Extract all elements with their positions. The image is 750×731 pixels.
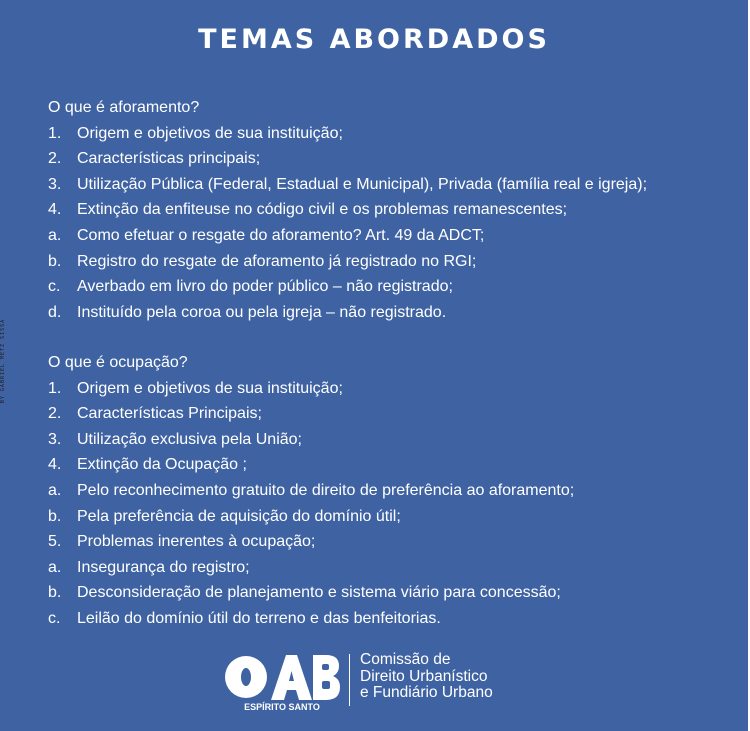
section-heading: O que é ocupação? bbox=[48, 354, 188, 371]
list-marker: 5. bbox=[48, 533, 62, 551]
list-item-text: Pelo reconhecimento gratuito de direito de preferência ao aforamento; bbox=[77, 481, 575, 499]
list-item-text: Averbado em livro do poder público – não registrado; bbox=[77, 278, 453, 296]
section-heading: O que é aforamento? bbox=[48, 99, 200, 116]
list-item bbox=[48, 606, 574, 632]
commission-line: Comissão de bbox=[360, 651, 451, 668]
list-item-text: Utilização Pública (Federal, Estadual e Municipal), Privada (família real e igreja); bbox=[77, 175, 648, 193]
commission-name bbox=[360, 652, 493, 702]
list-marker: d. bbox=[48, 303, 62, 321]
list-item bbox=[48, 197, 647, 223]
list-item-text: Utilização exclusiva pela União; bbox=[77, 430, 302, 448]
list-item-text: Insegurança do registro; bbox=[77, 558, 250, 576]
section-aforamento bbox=[48, 95, 647, 325]
list-marker: a. bbox=[48, 481, 62, 499]
list-item-text: Extinção da enfiteuse no código civil e os problemas remanescentes; bbox=[77, 201, 568, 219]
oab-commission-logo bbox=[225, 652, 535, 720]
list-item-text: Desconsideração de planejamento e sistema viário para concessão; bbox=[77, 584, 561, 602]
list-marker: 4. bbox=[48, 456, 62, 474]
list-marker: 3. bbox=[48, 175, 62, 193]
commission-line: Direito Urbanístico bbox=[360, 667, 488, 685]
list-item-text: Instituído pela coroa ou pela igreja – não registrado. bbox=[77, 303, 447, 321]
author-credit: BY GABRIEL METZ SISSA bbox=[0, 318, 6, 404]
list-item-text: Origem e objetivos de sua instituição; bbox=[77, 379, 343, 397]
list-item bbox=[48, 249, 647, 275]
list-item bbox=[48, 427, 574, 453]
list-item bbox=[48, 172, 647, 198]
list-item-text: Pela preferência de aquisição do domínio útil; bbox=[77, 507, 401, 525]
list-marker: c. bbox=[48, 609, 61, 627]
list-item bbox=[48, 529, 574, 555]
list-marker: a. bbox=[48, 226, 62, 244]
list-item bbox=[48, 478, 574, 504]
list-marker: b. bbox=[48, 584, 62, 602]
list-item bbox=[48, 401, 574, 427]
list-item-text: Características principais; bbox=[77, 150, 261, 168]
list-item bbox=[48, 376, 574, 402]
list-item-text: Como efetuar o resgate do aforamento? Art. 49 da ADCT; bbox=[77, 226, 485, 244]
logo-divider bbox=[349, 654, 350, 706]
list-item bbox=[48, 274, 647, 300]
list-item-text: Origem e objetivos de sua instituição; bbox=[77, 124, 343, 142]
page-title: TEMAS ABORDADOS bbox=[198, 24, 550, 55]
list-item bbox=[48, 223, 647, 249]
list-item bbox=[48, 300, 647, 326]
list-item-text: Características Principais; bbox=[77, 405, 262, 423]
list-item-text: Problemas inerentes à ocupação; bbox=[77, 533, 316, 551]
list-item bbox=[48, 452, 574, 478]
list-item-text: Extinção da Ocupação ; bbox=[77, 456, 247, 474]
list-marker: a. bbox=[48, 558, 62, 576]
list-item bbox=[48, 146, 647, 172]
commission-line: e Fundiário Urbano bbox=[360, 684, 493, 701]
list-marker: 2. bbox=[48, 150, 62, 168]
list-item bbox=[48, 504, 574, 530]
section-ocupacao bbox=[48, 350, 574, 632]
list-marker: 2. bbox=[48, 405, 62, 423]
list-marker: 3. bbox=[48, 430, 62, 448]
list-marker: c. bbox=[48, 278, 61, 296]
list-item bbox=[48, 580, 574, 606]
list-item bbox=[48, 121, 647, 147]
list-item-text: Registro do resgate de aforamento já registrado no RGI; bbox=[77, 252, 477, 270]
list-marker: 4. bbox=[48, 201, 62, 219]
oab-subtitle: ESPÍRITO SANTO bbox=[244, 702, 320, 712]
list-marker: 1. bbox=[48, 124, 62, 142]
list-marker: b. bbox=[48, 507, 62, 525]
oab-logo-mark bbox=[225, 652, 341, 702]
list-item bbox=[48, 555, 574, 581]
list-item-text: Leilão do domínio útil do terreno e das benfeitorias. bbox=[77, 609, 441, 627]
list-marker: 1. bbox=[48, 379, 62, 397]
list-marker: b. bbox=[48, 252, 62, 270]
